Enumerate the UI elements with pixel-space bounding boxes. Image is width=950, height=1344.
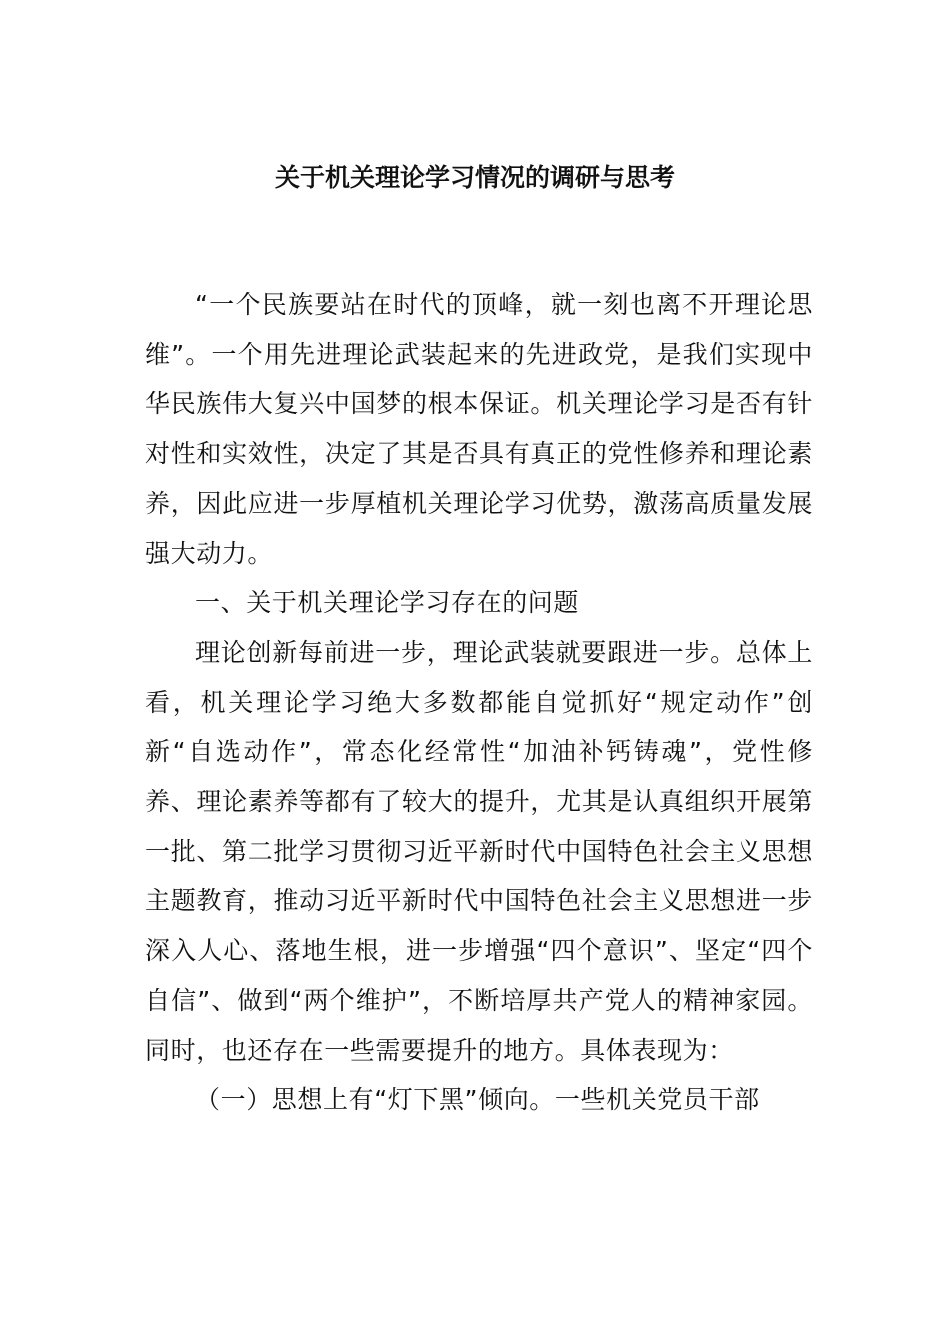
section-heading-problems: 一、关于机关理论学习存在的问题	[195, 588, 580, 618]
document-title: 关于机关理论学习情况的调研与思考	[274, 163, 675, 192]
paragraph-intro: “一个民族要站在时代的顶峰，就一刻也离不开理论思维”。一个用先进理论武装起来的先进政党，是我们实现中华民族伟大复兴中国梦的根本保证。机关理论学习是否有针对性和实效性，决定了其是否具有真正的党性修养和理论素养，因此应进一步厚植机关理论学习优势，激荡高质量发展强大动力。	[145, 290, 813, 568]
paragraph-subsection-1: （一）思想上有“灯下黑”倾向。一些机关党员干部	[195, 1085, 760, 1115]
document-body	[145, 280, 813, 1125]
paragraph-overview: 理论创新每前进一步，理论武装就要跟进一步。总体上看，机关理论学习绝大多数都能自觉抓好“规定动作”创新“自选动作”，常态化经常性“加油补钙铸魂”，党性修养、理论素养等都有了较大的提升，尤其是认真组织开展第一批、第二批学习贯彻习近平新时代中国特色社会主义思想主题教育，推动习近平新时代中国特色社会主义思想进一步深入人心、落地生根，进一步增强“四个意识”、坚定“四个自信”、做到“两个维护”，不断培厚共产党人的精神家园。同时，也还存在一些需要提升的地方。具体表现为：	[145, 637, 813, 1065]
